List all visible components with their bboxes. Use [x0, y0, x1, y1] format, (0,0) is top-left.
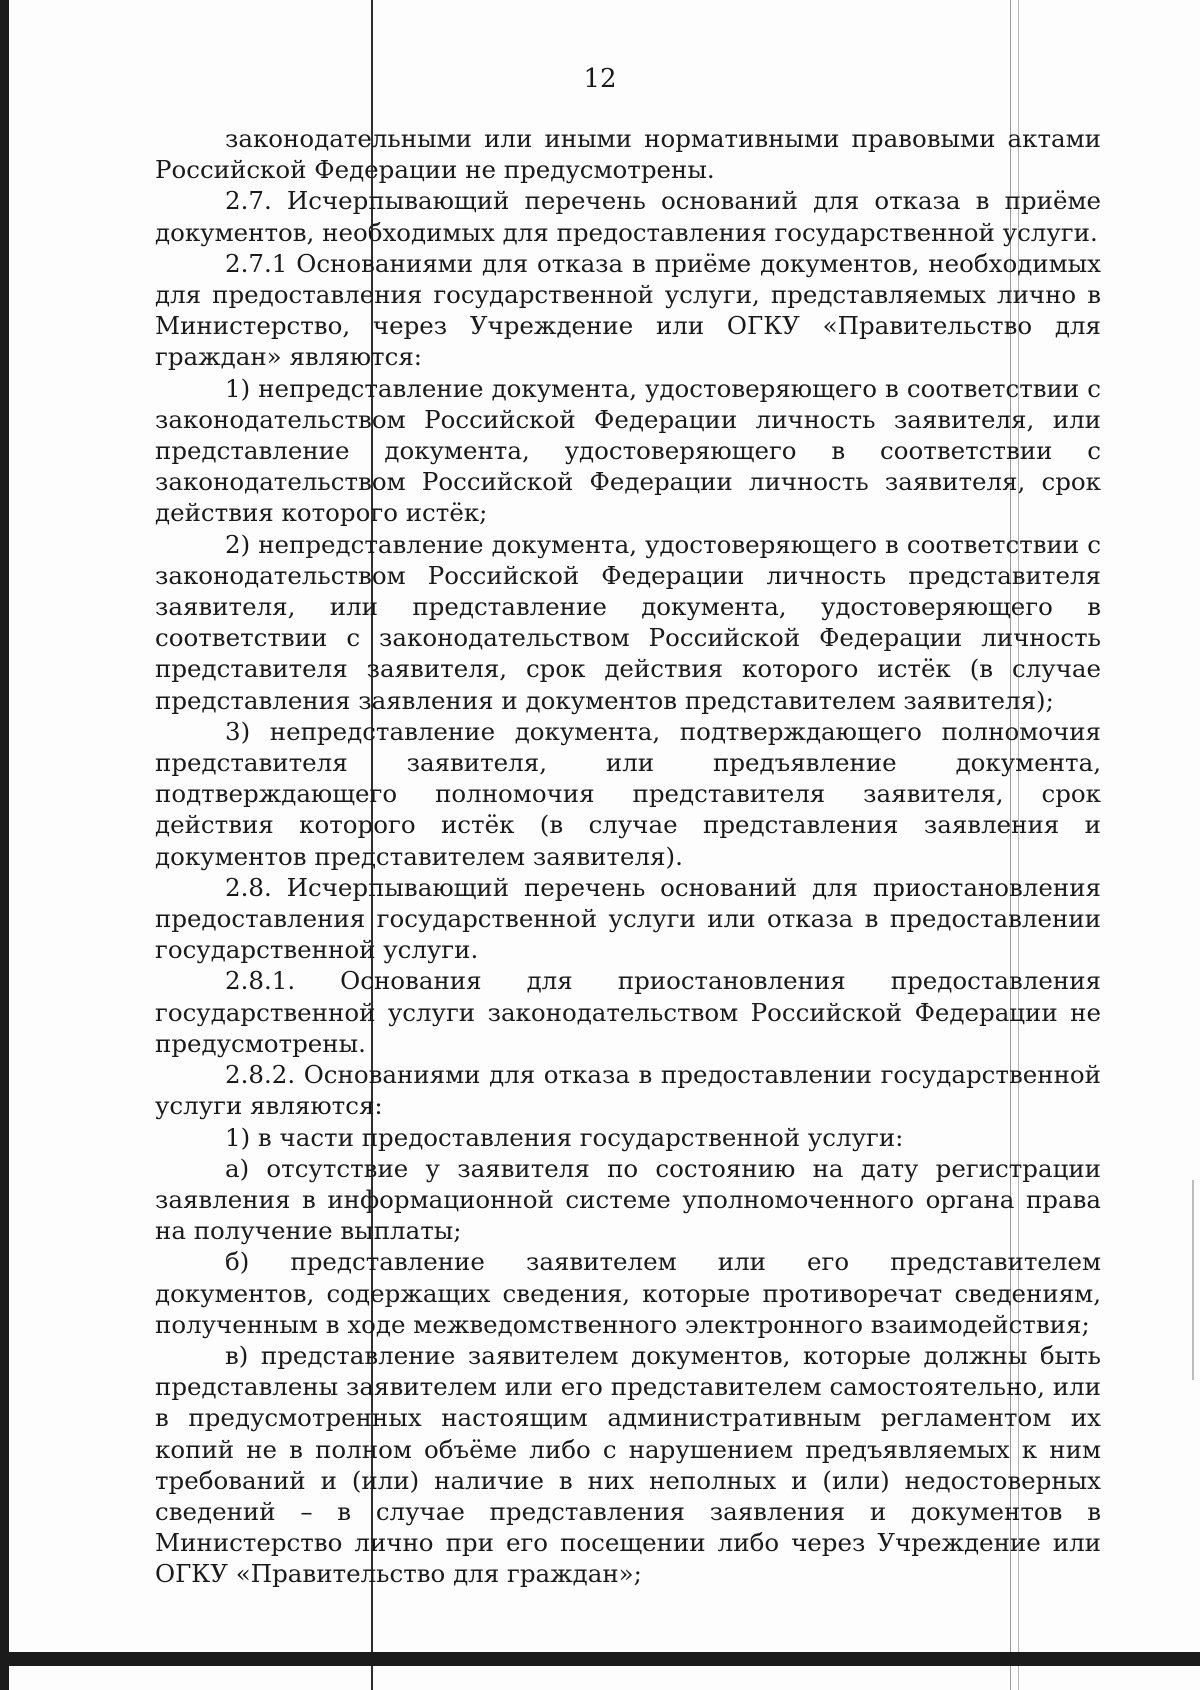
- paragraph: б) представление заявителем или его представителем документов, содержащих сведения, которые противоречат сведениям, полученным в ходе межведомственного электронного взаимодействия;: [155, 1247, 1101, 1339]
- document-body: [155, 123, 1101, 1590]
- paragraph: 1) в части предоставления государственной услуги:: [225, 1122, 904, 1152]
- paragraph: а) отсутствие у заявителя по состоянию на дату регистрации заявления в информационной системе уполномоченного органа права на получение выплаты;: [155, 1153, 1101, 1246]
- paragraph: 2.8.2. Основаниями для отказа в предоставлении государственной услуги являются:: [155, 1060, 1101, 1121]
- scan-bottom-edge: [0, 1652, 1200, 1666]
- paragraph: 2.7. Исчерпывающий перечень оснований для отказа в приёме документов, необходимых для предоставления государственной услуги.: [155, 186, 1101, 247]
- paragraph: в) представление заявителем документов, которые должны быть представлены заявителем или его представителем самостоятельно, или в предусмотренных настоящим административным регламентом их копий не в полном объёме либо с нарушением предъявляемых к ним требований и (или) наличие в них неполных и (или) недостоверных сведений – в случае представления заявления и документов в Министерство лично при его посещении либо через Учреждение или ОГКУ «Правительство для граждан»;: [155, 1340, 1101, 1589]
- paragraph: 3) непредставление документа, подтверждающего полномочия представителя заявителя, или предъявление документа, подтверждающего полномочия представителя заявителя, срок действия которого истёк (в случае представления заявления и документов представителем заявителя).: [155, 716, 1101, 871]
- scan-left-edge: [0, 0, 9, 1690]
- paragraph: 2.8.1. Основания для приостановления предоставления государственной услуги законодательством Российской Федерации не предусмотрены.: [155, 966, 1101, 1058]
- paragraph: 1) непредставление документа, удостоверяющего в соответствии с законодательством Российской Федерации личность заявителя, или представление документа, удостоверяющего в соответствии с законодательством Российской Федерации личность заявителя, срок действия которого истёк;: [155, 373, 1101, 528]
- paragraph: 2.7.1 Основаниями для отказа в приёме документов, необходимых для предоставления государственной услуги, представляемых лично в Министерство, через Учреждение или ОГКУ «Правительство для граждан» являются:: [155, 248, 1101, 372]
- paragraph: законодательными или иными нормативными правовыми актами Российской Федерации не предусмотрены.: [155, 124, 1101, 185]
- scan-right-mark: [1192, 1180, 1194, 1380]
- page-number: 12: [583, 64, 617, 94]
- paragraph: 2.8. Исчерпывающий перечень оснований для приостановления предоставления государственной услуги или отказа в предоставлении государственной услуги.: [155, 872, 1101, 965]
- paragraph: 2) непредставление документа, удостоверяющего в соответствии с законодательством Российской Федерации личность представителя заявителя, или представление документа, удостоверяющего в соответствии с законодательством Российской Федерации личность представителя заявителя, срок действия которого истёк (в случае представления заявления и документов представителем заявителя);: [155, 529, 1101, 715]
